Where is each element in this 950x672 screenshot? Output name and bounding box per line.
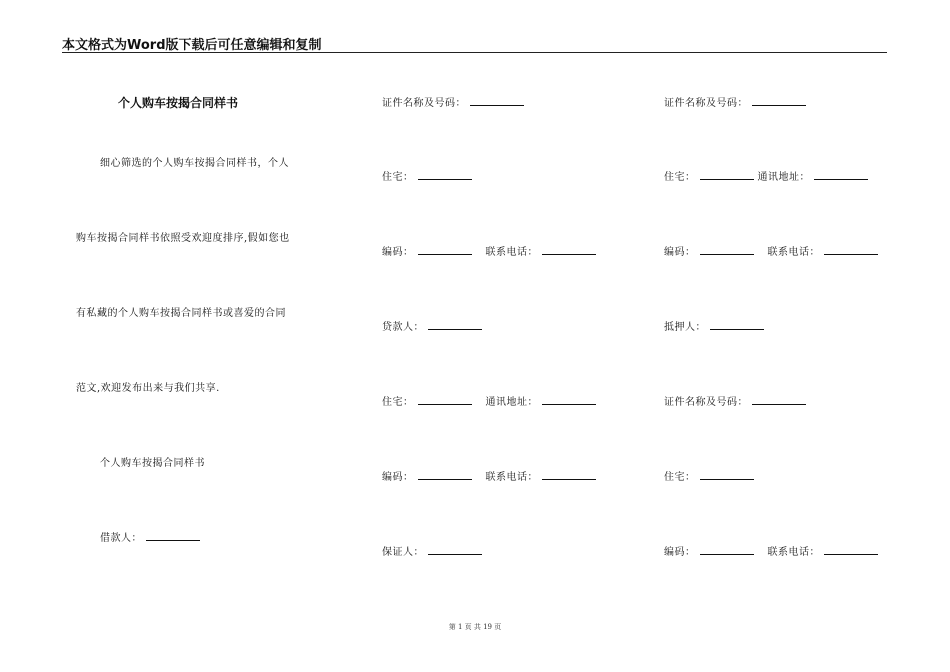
address-blank (814, 170, 868, 180)
lender-row (382, 318, 482, 333)
section-subtitle: 个人购车按揭合同样书 (100, 458, 205, 469)
postcode-label: 编码： (664, 247, 696, 258)
guarantor-row (382, 543, 482, 558)
id-blank (470, 96, 524, 106)
postcode-blank (700, 545, 754, 555)
address-label: 通讯地址： (757, 172, 810, 183)
page-number: 第 1 页 共 19 页 (448, 623, 502, 631)
mortgagor-label: 抵押人： (664, 322, 706, 333)
guarantor-blank (428, 545, 482, 555)
postcode-blank (418, 245, 472, 255)
mortgagor-blank (710, 320, 764, 330)
lender-label: 贷款人： (382, 322, 424, 333)
residence-label: 住宅： (664, 472, 696, 483)
postcode-blank (418, 470, 472, 480)
postcode-label: 编码： (382, 247, 414, 258)
address-blank (542, 395, 596, 405)
residence-label: 住宅： (382, 172, 414, 183)
phone-label: 联系电话： (485, 472, 538, 483)
id-row-2 (664, 393, 806, 408)
residence-address-row (382, 393, 596, 408)
intro-line-4: 范文,欢迎发布出来与我们共享. (76, 383, 220, 394)
postcode-phone-row-2 (382, 468, 596, 483)
residence-label: 住宅： (664, 172, 696, 183)
postcode-label: 编码： (664, 547, 696, 558)
id-blank (752, 96, 806, 106)
mortgagor-row (664, 318, 764, 333)
phone-label: 联系电话： (485, 247, 538, 258)
residence-row-2 (664, 468, 754, 483)
postcode-label: 编码： (382, 472, 414, 483)
residence-label: 住宅： (382, 397, 414, 408)
intro-line-2: 购车按揭合同样书依照受欢迎度排序,假如您也 (76, 233, 290, 244)
borrower-row (100, 529, 200, 544)
id-row (382, 94, 524, 109)
phone-label: 联系电话： (767, 247, 820, 258)
borrower-blank (146, 531, 200, 541)
id-row-1 (664, 94, 806, 109)
postcode-phone-row-2 (664, 543, 878, 558)
header-text: 本文格式为Word版下载后可任意编辑和复制 (62, 38, 322, 53)
residence-blank (700, 470, 754, 480)
document-title: 个人购车按揭合同样书 (118, 96, 239, 110)
postcode-phone-row-1 (664, 243, 878, 258)
postcode-blank (700, 245, 754, 255)
page-header (62, 34, 887, 53)
address-label: 通讯地址： (485, 397, 538, 408)
id-blank (752, 395, 806, 405)
phone-label: 联系电话： (767, 547, 820, 558)
residence-blank (418, 395, 472, 405)
postcode-phone-row-1 (382, 243, 596, 258)
guarantor-label: 保证人： (382, 547, 424, 558)
phone-blank (824, 245, 878, 255)
lender-blank (428, 320, 482, 330)
intro-line-3: 有私藏的个人购车按揭合同样书或喜爱的合同 (76, 308, 286, 319)
borrower-label: 借款人： (100, 533, 142, 544)
phone-blank (542, 245, 596, 255)
phone-blank (824, 545, 878, 555)
intro-line-1: 细心筛选的个人购车按揭合同样书，个人 (100, 158, 289, 169)
id-label: 证件名称及号码： (664, 397, 748, 408)
id-label: 证件名称及号码： (664, 98, 748, 109)
residence-address-row (664, 168, 868, 183)
phone-blank (542, 470, 596, 480)
id-label: 证件名称及号码： (382, 98, 466, 109)
residence-blank (418, 170, 472, 180)
residence-row-1 (382, 168, 472, 183)
residence-blank (700, 170, 754, 180)
